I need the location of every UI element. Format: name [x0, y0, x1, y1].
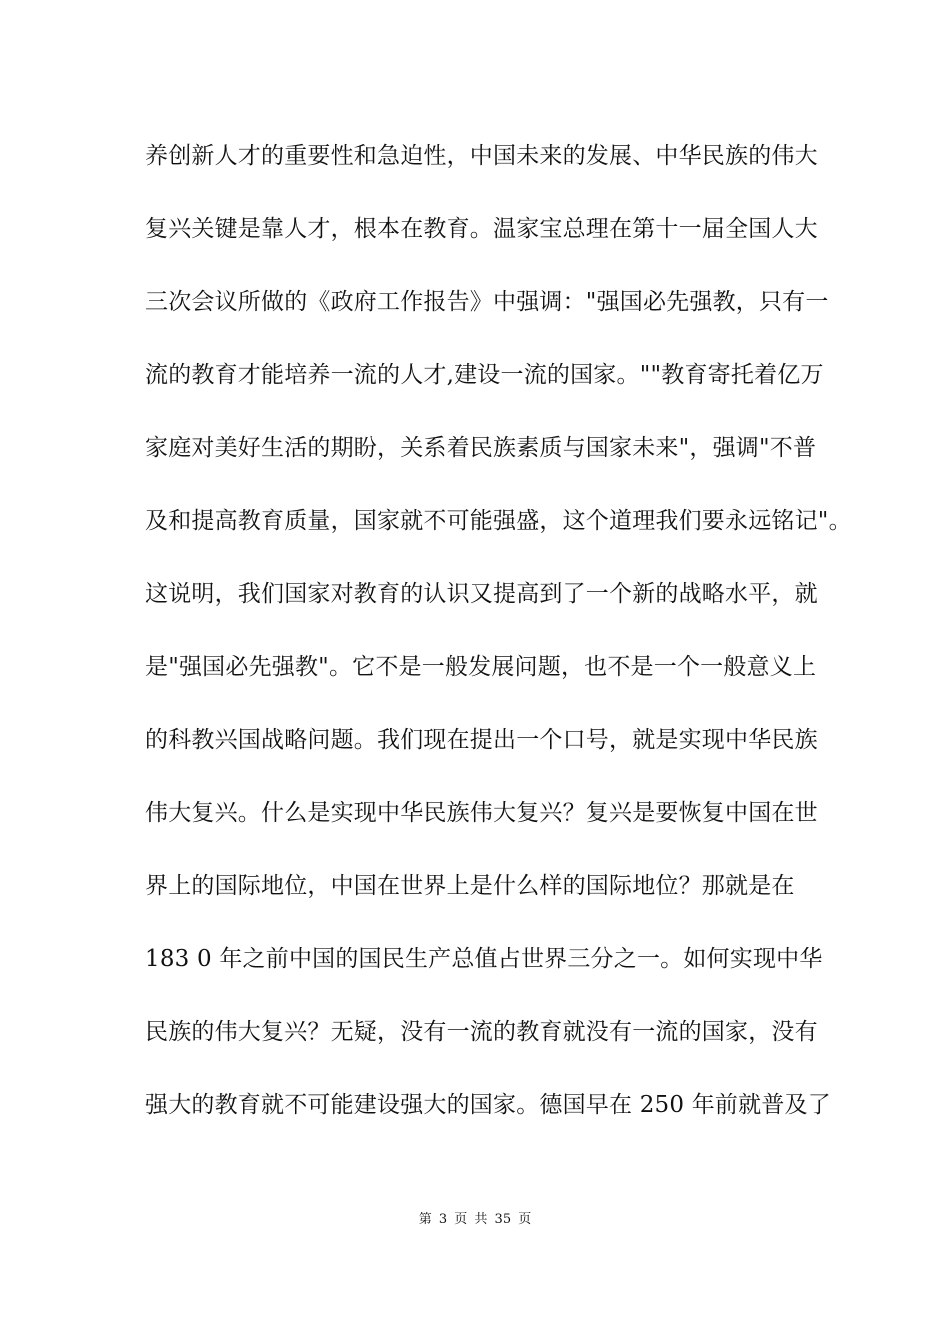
text-line: 这说明，我们国家对教育的认识又提高到了一个新的战略水平，就: [145, 581, 818, 607]
text-line: 民族的伟大复兴？无疑，没有一流的教育就没有一流的国家，没有: [145, 1019, 818, 1045]
text-line: 流的教育才能培养一流的人才,建设一流的国家。""教育寄托着亿万: [145, 362, 824, 388]
text-line: 伟大复兴。什么是实现中华民族伟大复兴？复兴是要恢复中国在世: [145, 800, 818, 826]
text-line: 183 0 年之前中国的国民生产总值占世界三分之一。如何实现中华: [145, 946, 823, 972]
text-line: 家庭对美好生活的期盼，关系着民族素质与国家未来"，强调"不普: [145, 435, 817, 461]
text-line: 养创新人才的重要性和急迫性，中国未来的发展、中华民族的伟大: [145, 143, 818, 169]
text-line: 及和提高教育质量，国家就不可能强盛，这个道理我们要永远铭记"。: [145, 508, 852, 534]
text-line: 界上的国际地位，中国在世界上是什么样的国际地位？那就是在: [145, 873, 795, 899]
text-line: 是"强国必先强教"。它不是一般发展问题，也不是一个一般意义上: [145, 654, 817, 680]
text-line: 复兴关键是靠人才，根本在教育。温家宝总理在第十一届全国人大: [145, 216, 818, 242]
text-line: 强大的教育就不可能建设强大的国家。德国早在 250 年前就普及了: [145, 1092, 831, 1118]
page-number-footer: 第 3 页 共 35 页: [418, 1212, 532, 1227]
body-text: [145, 136, 852, 1158]
text-line: 三次会议所做的《政府工作报告》中强调："强国必先强教，只有一: [145, 289, 829, 315]
text-line: 的科教兴国战略问题。我们现在提出一个口号，就是实现中华民族: [145, 727, 818, 753]
